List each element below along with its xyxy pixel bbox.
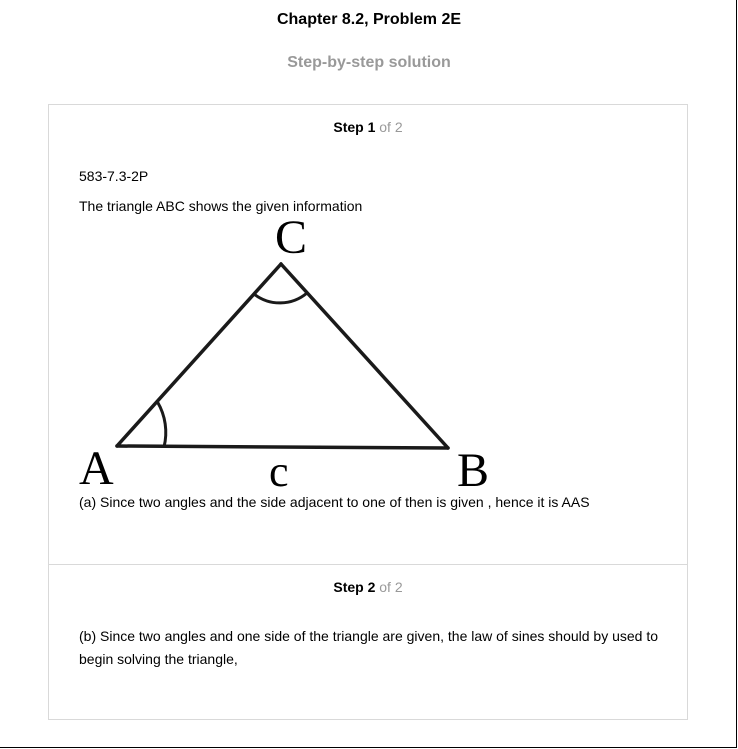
- part-b-text: (b) Since two angles and one side of the triangle are given, the law of sines should by used to begin solving the triangle,: [79, 628, 659, 667]
- chapter-title: Chapter 8.2, Problem 2E: [276, 11, 462, 28]
- problem-id: 583-7.3-2P: [79, 168, 149, 184]
- step-1-label: Step 1: [333, 119, 376, 135]
- triangle-diagram: [79, 221, 499, 491]
- step-2-count: of 2: [379, 579, 403, 595]
- part-a-text: (a) Since two angles and the side adjacent to one of then is given , hence it is AAS: [79, 494, 590, 510]
- vertex-label-a: A: [79, 442, 114, 491]
- solution-heading: Step-by-step solution: [287, 54, 451, 71]
- intro-text: The triangle ABC shows the given information: [79, 198, 363, 214]
- vertex-label-b: B: [457, 444, 490, 491]
- steps-container: [48, 104, 688, 720]
- angle-arc-c: [254, 293, 307, 303]
- angle-arc-a: [158, 402, 166, 447]
- side-label-c: c: [269, 447, 289, 491]
- step-1-header: [49, 119, 687, 135]
- side-ac: [117, 264, 281, 446]
- step-1-count: of 2: [379, 119, 403, 135]
- step-divider: [49, 564, 687, 565]
- triangle-figure: [79, 221, 499, 491]
- vertex-label-c: C: [275, 221, 308, 264]
- step-2-header: [49, 579, 687, 595]
- side-cb: [281, 264, 448, 448]
- step-2-label: Step 2: [333, 579, 376, 595]
